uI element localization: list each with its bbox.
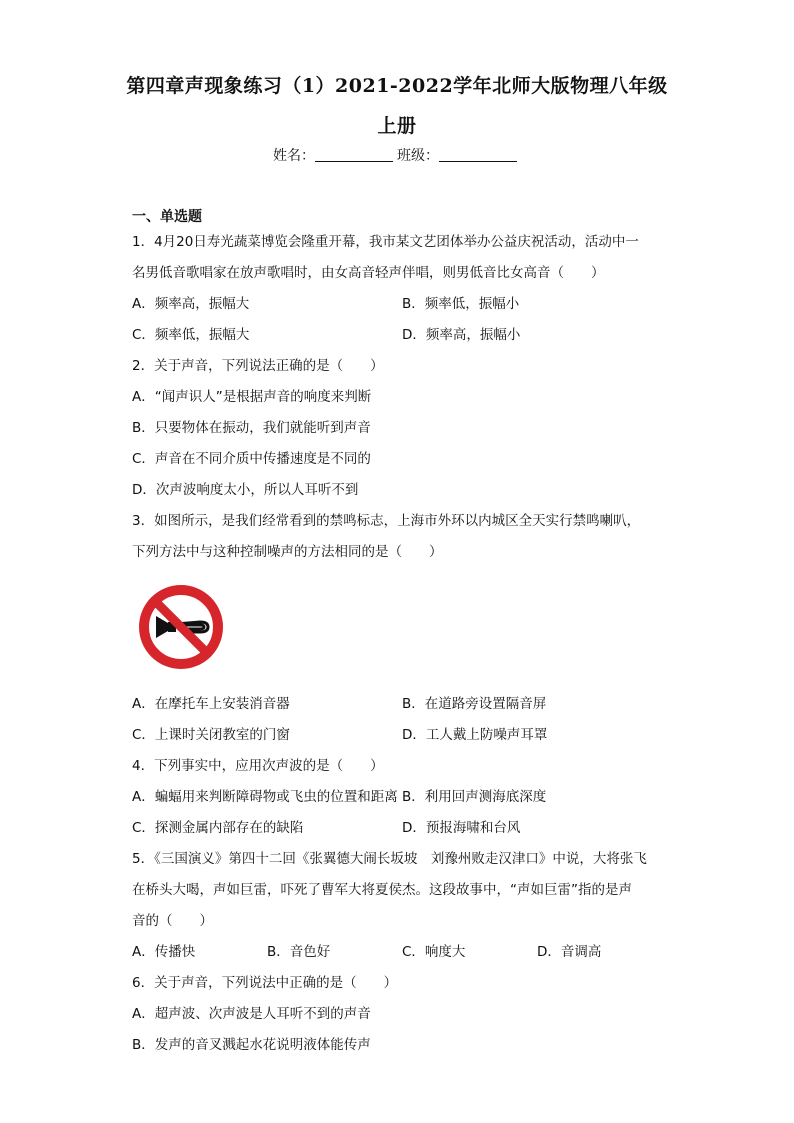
- q2-text: 2．关于声音，下列说法正确的是（ ）: [132, 358, 384, 374]
- q4-option-c[interactable]: C．探测金属内部存在的缺陷: [132, 820, 304, 836]
- q3-option-b[interactable]: B．在道路旁设置隔音屏: [402, 696, 547, 712]
- q5-text-2: 在桥头大喝，声如巨雷，吓死了曹军大将夏侯杰。这段故事中，“声如巨雷”指的是声: [132, 882, 632, 898]
- q2-option-d[interactable]: D．次声波响度太小，所以人耳听不到: [132, 482, 359, 498]
- q4-option-d[interactable]: D．预报海啸和台风: [402, 820, 521, 836]
- q5-text-1: 5．《三国演义》第四十二回《张翼德大闹长坂坡 刘豫州败走汉津口》中说，大将张飞: [132, 851, 647, 867]
- q1-text-2: 名男低音歌唱家在放声歌唱时，由女高音轻声伴唱，则男低音比女高音（ ）: [132, 265, 605, 281]
- q1-options-row-2: [132, 320, 672, 351]
- q1-text-1: 1．4月20日寿光蔬菜博览会隆重开幕，我市某文艺团体举办公益庆祝活动，活动中一: [132, 234, 639, 250]
- q1-option-c[interactable]: C．频率低，振幅大: [132, 327, 250, 343]
- class-label: 班级：: [397, 148, 439, 164]
- q3-text-1: 3．如图所示，是我们经常看到的禁鸣标志，上海市外环以内城区全天实行禁鸣喇叭，: [132, 513, 641, 529]
- q4-option-b[interactable]: B．利用回声测海底深度: [402, 789, 547, 805]
- q2-option-c[interactable]: C．声音在不同介质中传播速度是不同的: [132, 451, 371, 467]
- q3-option-c[interactable]: C．上课时关闭教室的门窗: [132, 727, 290, 743]
- title-line-2: 上册: [377, 115, 417, 137]
- q1-options-row-1: [132, 289, 672, 320]
- q5-option-c[interactable]: C．响度大: [402, 944, 466, 960]
- q5-option-b[interactable]: B．音色好: [267, 944, 331, 960]
- q3-option-a[interactable]: A．在摩托车上安装消音器: [132, 696, 290, 712]
- q3-option-d[interactable]: D．工人戴上防噪声耳罩: [402, 727, 548, 743]
- no-horn-sign-icon: [138, 584, 224, 670]
- class-blank[interactable]: [439, 147, 517, 162]
- name-label: 姓名：: [273, 148, 315, 164]
- q5-options-row: [132, 937, 672, 968]
- student-info-line: [0, 146, 794, 166]
- name-blank[interactable]: [315, 147, 393, 162]
- q4-options-row-1: [132, 782, 672, 813]
- q5-option-a[interactable]: A．传播快: [132, 944, 196, 960]
- q6-option-a[interactable]: A．超声波、次声波是人耳听不到的声音: [132, 1006, 371, 1022]
- q3-text-2: 下列方法中与这种控制噪声的方法相同的是（ ）: [132, 544, 443, 560]
- q3-options-row-1: [132, 689, 672, 720]
- q4-text: 4．下列事实中，应用次声波的是（ ）: [132, 758, 384, 774]
- section-heading: 一、单选题: [132, 209, 202, 225]
- q2-option-a[interactable]: A．“闻声识人”是根据声音的响度来判断: [132, 389, 372, 405]
- q5-text-3: 音的（ ）: [132, 913, 213, 929]
- q3-options-row-2: [132, 720, 672, 751]
- q5-option-d[interactable]: D．音调高: [537, 944, 602, 960]
- q1-option-a[interactable]: A．频率高，振幅大: [132, 296, 250, 312]
- q6-option-b[interactable]: B．发声的音叉溅起水花说明液体能传声: [132, 1037, 371, 1053]
- title-line-1: 第四章声现象练习（1）2021-2022学年北师大版物理八年级: [126, 75, 668, 97]
- q3-figure: [132, 568, 672, 689]
- q1-option-d[interactable]: D．频率高，振幅小: [402, 327, 521, 343]
- q6-text: 6．关于声音，下列说法中正确的是（ ）: [132, 975, 398, 991]
- q4-options-row-2: [132, 813, 672, 844]
- questions: [132, 227, 672, 1061]
- q4-option-a[interactable]: A．蝙蝠用来判断障碍物或飞虫的位置和距离: [132, 789, 398, 805]
- q1-option-b[interactable]: B．频率低，振幅小: [402, 296, 520, 312]
- worksheet-title: [110, 66, 684, 146]
- q2-option-b[interactable]: B．只要物体在振动，我们就能听到声音: [132, 420, 371, 436]
